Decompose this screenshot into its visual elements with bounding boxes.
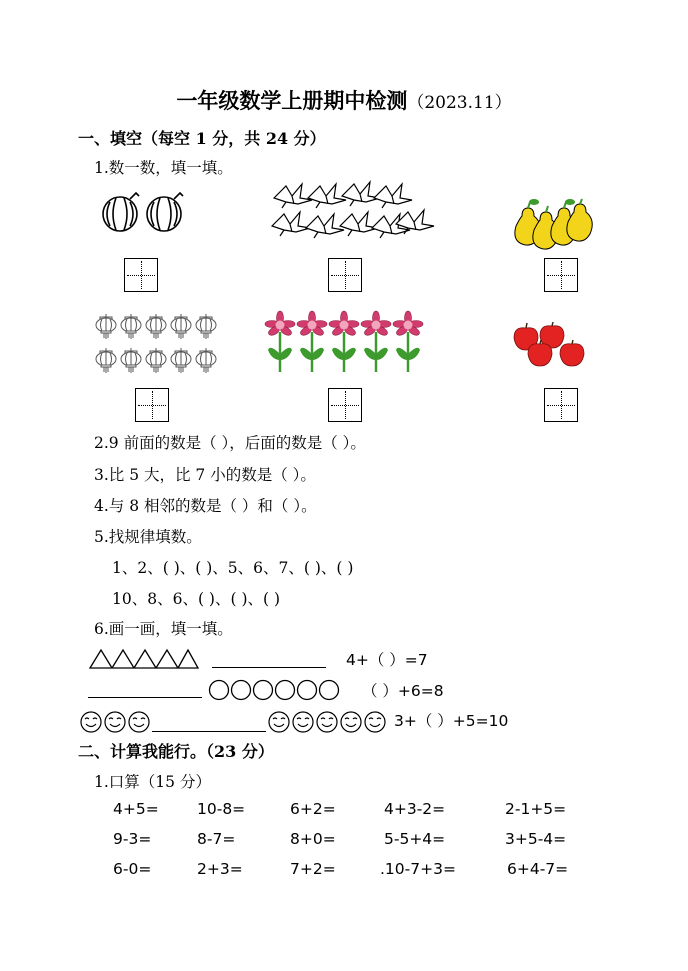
calc-r3-c4: .10-7+3= bbox=[380, 860, 456, 878]
draw-line-3[interactable] bbox=[152, 731, 266, 732]
section-1-heading: 一、填空（每空 1 分，共 24 分） bbox=[78, 129, 326, 148]
question-5-row-2: 10、8、6、( )、( )、( ) bbox=[112, 590, 281, 608]
draw-line-2[interactable] bbox=[88, 697, 202, 698]
watermelon-icon bbox=[100, 188, 190, 236]
question-6: 6.画一画，填一填。 bbox=[94, 620, 233, 638]
calc-r3-c5: 6+4-7= bbox=[507, 860, 569, 878]
answer-box-flower[interactable] bbox=[328, 388, 362, 422]
question-2: 2.9 前面的数是（ ），后面的数是（ ）。 bbox=[94, 434, 366, 452]
question-6-equation-1: 4+（ ）=7 bbox=[346, 651, 428, 669]
question-6-equation-3: 3+（ ）+5=10 bbox=[394, 712, 509, 730]
circle-icon bbox=[208, 679, 344, 701]
title-text: 一年级数学上册期中检测 bbox=[176, 88, 408, 113]
calc-r3-c2: 2+3= bbox=[197, 860, 243, 878]
section-2-heading: 二、计算我能行。（23 分） bbox=[78, 742, 274, 761]
question-1-label: 1.数一数，填一填。 bbox=[94, 159, 233, 177]
calc-r3-c3: 7+2= bbox=[290, 860, 336, 878]
answer-box-apple[interactable] bbox=[544, 388, 578, 422]
answer-box-watermelon[interactable] bbox=[124, 258, 158, 292]
calc-r1-c4: 4+3-2= bbox=[384, 800, 446, 818]
question-3: 3.比 5 大，比 7 小的数是（ ）。 bbox=[94, 466, 316, 484]
title-date: （2023.11） bbox=[407, 93, 512, 113]
flower-icon bbox=[266, 310, 430, 374]
pear-icon bbox=[514, 198, 596, 250]
triangle-icon bbox=[88, 648, 200, 670]
calc-r3-c1: 6-0= bbox=[113, 860, 152, 878]
answer-box-crane[interactable] bbox=[328, 258, 362, 292]
calc-r1-c2: 10-8= bbox=[197, 800, 246, 818]
paper-crane-icon bbox=[272, 180, 424, 246]
calc-r2-c4: 5-5+4= bbox=[384, 830, 446, 848]
apple-icon bbox=[512, 322, 592, 374]
calc-r1-c1: 4+5= bbox=[113, 800, 159, 818]
answer-box-lantern[interactable] bbox=[135, 388, 169, 422]
smiley-icon bbox=[80, 710, 152, 734]
answer-box-pear[interactable] bbox=[544, 258, 578, 292]
calc-r1-c3: 6+2= bbox=[290, 800, 336, 818]
calc-r2-c2: 8-7= bbox=[197, 830, 236, 848]
question-6-equation-2: （ ）+6=8 bbox=[362, 682, 444, 700]
section-2-question-1: 1.口算（15 分） bbox=[94, 773, 211, 791]
question-5-row-1: 1、2、( )、( )、5、6、7、( )、( ) bbox=[112, 559, 354, 577]
calc-r2-c5: 3+5-4= bbox=[505, 830, 567, 848]
calc-r1-c5: 2-1+5= bbox=[505, 800, 567, 818]
question-4: 4.与 8 相邻的数是（ ）和（ ）。 bbox=[94, 497, 317, 515]
calc-r2-c3: 8+0= bbox=[290, 830, 336, 848]
question-5: 5.找规律填数。 bbox=[94, 528, 202, 546]
page-title bbox=[0, 85, 688, 115]
lantern-icon bbox=[94, 312, 222, 378]
calc-r2-c1: 9-3= bbox=[113, 830, 152, 848]
smiley-icon-group-2 bbox=[268, 710, 386, 734]
draw-line-1[interactable] bbox=[212, 667, 326, 668]
